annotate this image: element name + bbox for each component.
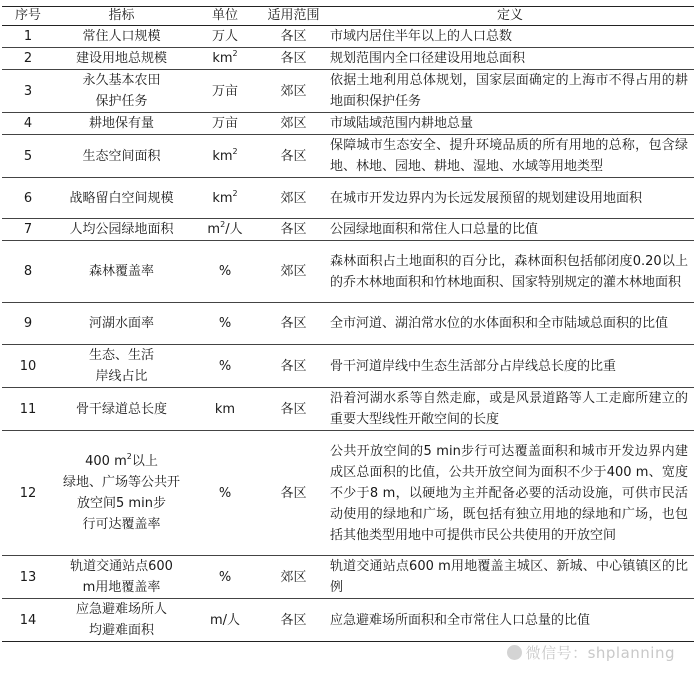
cell-unit: % [189, 345, 261, 388]
cell-indicator: 400 $m^2$以上 绿地、广场等公共开 放空间5 min步 行可达覆盖率 [54, 431, 189, 556]
cell-definition: 森林面积占土地面积的百分比，森林面积包括郁闭度0.20以上的乔木林地面积和竹林地面积、国家特别规定的灌木林地面积 [326, 241, 694, 303]
cell-scope: 各区 [261, 48, 326, 70]
cell-indicator: 应急避难场所人 均避难面积 [54, 599, 189, 642]
cell-scope: 各区 [261, 26, 326, 48]
cell-definition: 应急避难场所面积和全市常住人口总量的比值 [326, 599, 694, 642]
cell-indicator: 轨道交通站点600 m用地覆盖率 [54, 556, 189, 599]
watermark [507, 642, 675, 663]
cell-scope: 各区 [261, 599, 326, 642]
cell-scope: 各区 [261, 388, 326, 431]
cell-indicator: 生态空间面积 [54, 135, 189, 178]
cell-definition: 公共开放空间的5 min步行可达覆盖面积和城市开发边界内建成区总面积的比值，公共开放空间为面积不少于400 m、宽度不少于8 m，以硬地为主并配备必要的活动设施，可供市民活动使用的绿地和广场，既包括有独立用地的绿地和广场，也包括其他类型用地中可提供市民公共使用的开放空间 [326, 431, 694, 556]
cell-scope: 各区 [261, 219, 326, 241]
cell-scope: 各区 [261, 303, 326, 345]
cell-unit: 万人 [189, 26, 261, 48]
cell-indicator: 河湖水面率 [54, 303, 189, 345]
cell-unit: % [189, 241, 261, 303]
cell-no: 10 [2, 345, 54, 388]
cell-definition: 公园绿地面积和常住人口总量的比值 [326, 219, 694, 241]
header-indicator: 指标 [54, 7, 189, 26]
cell-unit: $km^2$ [189, 48, 261, 70]
table-row [2, 113, 694, 135]
cell-unit: % [189, 431, 261, 556]
table-row [2, 135, 694, 178]
table-row [2, 431, 694, 556]
cell-indicator: 战略留白空间规模 [54, 178, 189, 219]
cell-unit: 万亩 [189, 113, 261, 135]
cell-indicator: 骨干绿道总长度 [54, 388, 189, 431]
cell-no: 12 [2, 431, 54, 556]
cell-no: 8 [2, 241, 54, 303]
cell-no: 5 [2, 135, 54, 178]
cell-definition: 在城市开发边界内为长远发展预留的规划建设用地面积 [326, 178, 694, 219]
header-unit: 单位 [189, 7, 261, 26]
cell-definition: 沿着河湖水系等自然走廊，或是风景道路等人工走廊所建立的重要大型线性开敞空间的长度 [326, 388, 694, 431]
cell-scope: 郊区 [261, 113, 326, 135]
cell-no: 3 [2, 70, 54, 113]
cell-unit: 万亩 [189, 70, 261, 113]
cell-scope: 各区 [261, 431, 326, 556]
cell-definition: 市域内居住半年以上的人口总数 [326, 26, 694, 48]
header-no: 序号 [2, 7, 54, 26]
cell-definition: 依据土地利用总体规划，国家层面确定的上海市不得占用的耕地面积保护任务 [326, 70, 694, 113]
cell-definition: 骨干河道岸线中生态生活部分占岸线总长度的比重 [326, 345, 694, 388]
table-row [2, 178, 694, 219]
cell-definition: 轨道交通站点600 m用地覆盖主城区、新城、中心镇镇区的比例 [326, 556, 694, 599]
header-scope: 适用范围 [261, 7, 326, 26]
cell-indicator: 常住人口规模 [54, 26, 189, 48]
cell-definition: 保障城市生态安全、提升环境品质的所有用地的总称，包含绿地、林地、园地、耕地、湿地、水域等用地类型 [326, 135, 694, 178]
cell-no: 2 [2, 48, 54, 70]
table-row [2, 219, 694, 241]
cell-no: 4 [2, 113, 54, 135]
cell-definition: 市域陆域范围内耕地总量 [326, 113, 694, 135]
cell-unit: $km^2$ [189, 135, 261, 178]
cell-definition: 全市河道、湖泊常水位的水体面积和全市陆域总面积的比值 [326, 303, 694, 345]
table-row [2, 26, 694, 48]
cell-indicator: 人均公园绿地面积 [54, 219, 189, 241]
cell-indicator: 耕地保有量 [54, 113, 189, 135]
cell-indicator: 森林覆盖率 [54, 241, 189, 303]
table-row [2, 70, 694, 113]
cell-indicator: 生态、生活 岸线占比 [54, 345, 189, 388]
cell-scope: 郊区 [261, 178, 326, 219]
cell-no: 11 [2, 388, 54, 431]
cell-no: 13 [2, 556, 54, 599]
cell-scope: 各区 [261, 135, 326, 178]
cell-unit: % [189, 556, 261, 599]
table-row [2, 345, 694, 388]
cell-unit: $km^2$ [189, 178, 261, 219]
header-row [2, 7, 694, 26]
table-row [2, 303, 694, 345]
indicator-table [2, 6, 694, 642]
cell-scope: 郊区 [261, 70, 326, 113]
table-row [2, 599, 694, 642]
table-row [2, 556, 694, 599]
cell-no: 14 [2, 599, 54, 642]
wechat-icon [507, 645, 522, 660]
cell-no: 6 [2, 178, 54, 219]
cell-no: 9 [2, 303, 54, 345]
cell-scope: 郊区 [261, 241, 326, 303]
cell-indicator: 建设用地总规模 [54, 48, 189, 70]
cell-scope: 各区 [261, 345, 326, 388]
cell-unit: m/人 [189, 599, 261, 642]
table-row [2, 388, 694, 431]
cell-scope: 郊区 [261, 556, 326, 599]
cell-indicator: 永久基本农田 保护任务 [54, 70, 189, 113]
table-row [2, 241, 694, 303]
header-definition: 定义 [326, 7, 694, 26]
watermark-text: 微信号：shplanning [525, 644, 675, 662]
cell-unit: km [189, 388, 261, 431]
cell-no: 1 [2, 26, 54, 48]
cell-unit: $m^2/$人 [189, 219, 261, 241]
cell-no: 7 [2, 219, 54, 241]
cell-unit: % [189, 303, 261, 345]
cell-definition: 规划范围内全口径建设用地总面积 [326, 48, 694, 70]
table-row [2, 48, 694, 70]
